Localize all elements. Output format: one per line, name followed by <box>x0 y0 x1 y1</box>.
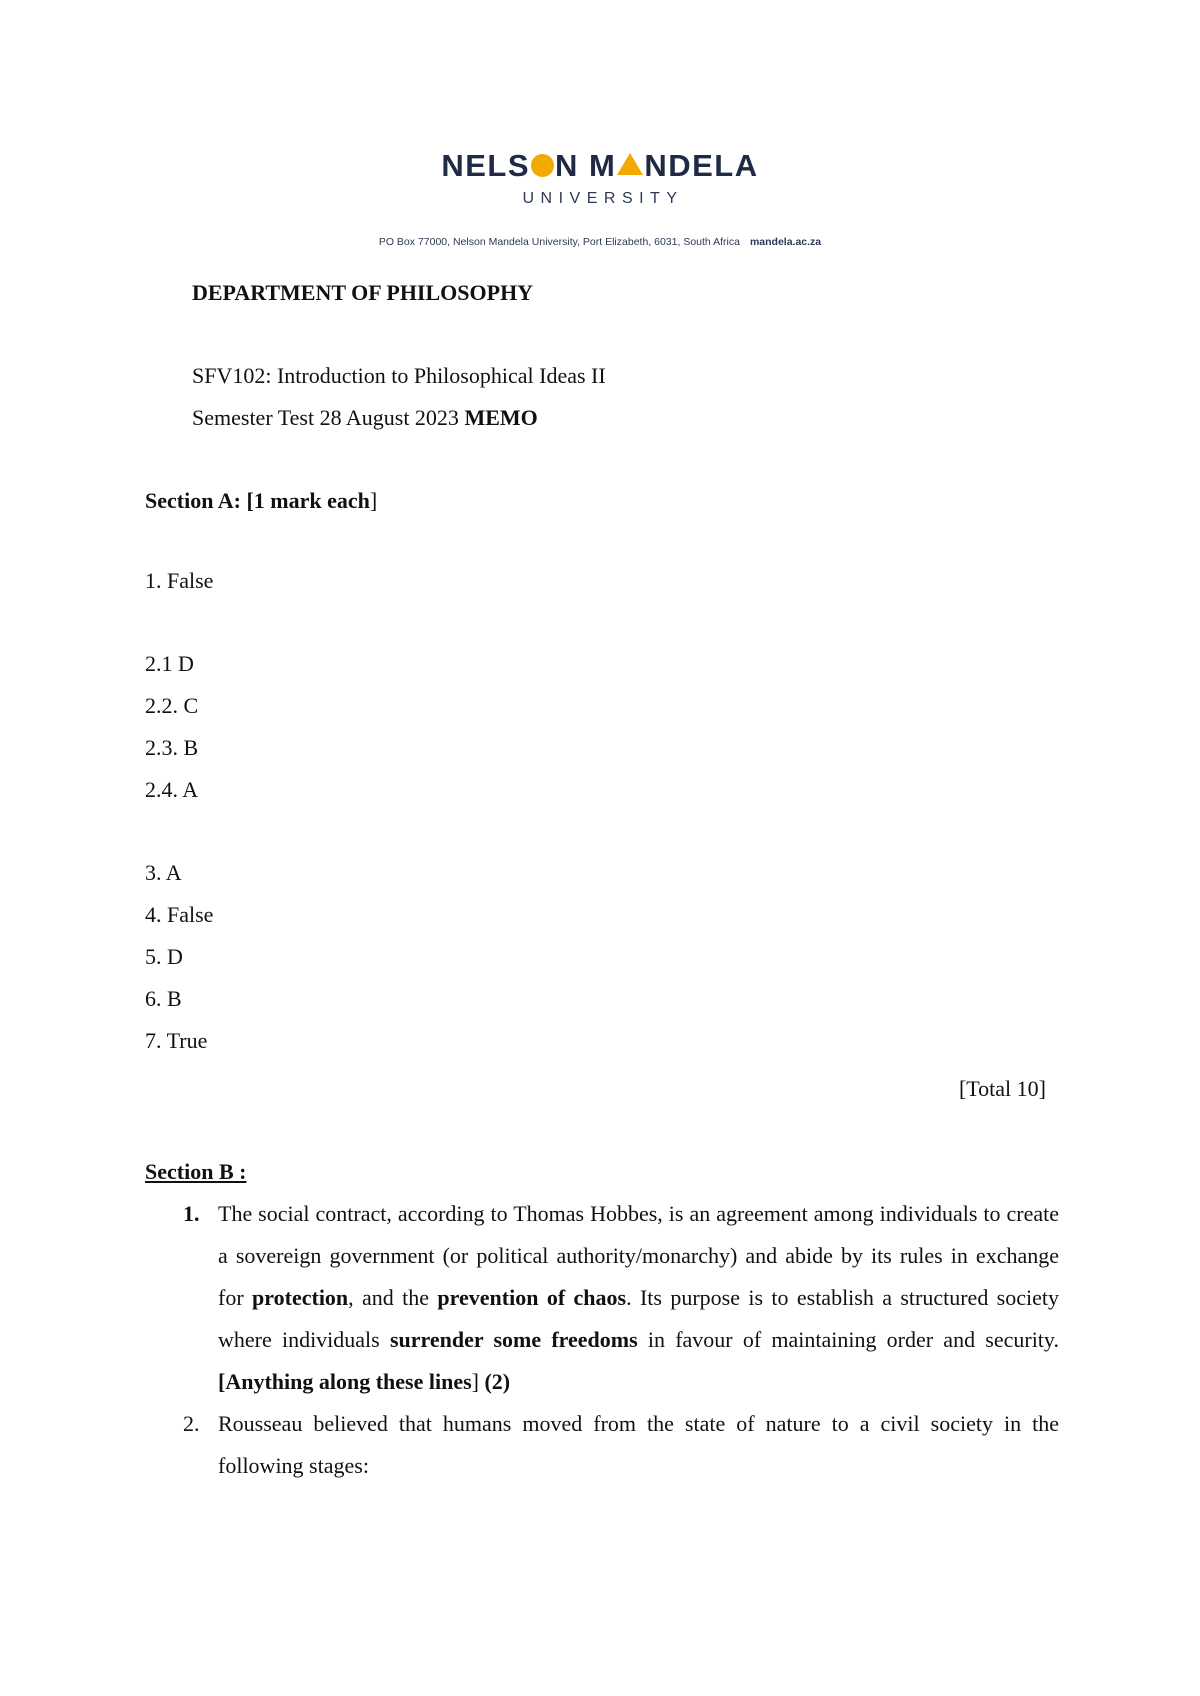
university-logo <box>0 148 1200 208</box>
answer-item: 2.1 D <box>145 651 194 676</box>
logo-subtitle: UNIVERSITY <box>522 190 684 207</box>
question-1-answer: The social contract, according to Thomas Hobbes, is an agreement among individuals to create a sovereign government (or political authority/monarchy) and abide by its rules in exchange for protection, and the prevention of chaos. Its purpose is to establish a structured society where individuals surrender some freedoms in favour of maintaining order and security. [Anything along these lines] (2) <box>218 1201 1059 1394</box>
letterhead-address <box>0 236 1200 248</box>
logo-triangle-icon <box>617 153 643 175</box>
course-title: SFV102: Introduction to Philosophical Ideas II <box>192 363 606 388</box>
answer-item: 1. False <box>145 568 214 593</box>
logo-wordmark: NELS N M NDELA <box>441 148 759 183</box>
answer-item: 7. True <box>145 1028 208 1053</box>
question-number: 1. <box>183 1201 200 1226</box>
answer-item: 2.2. C <box>145 693 199 718</box>
website-text: mandela.ac.za <box>749 236 822 248</box>
logo-sun-icon <box>531 154 554 177</box>
answer-item: 3. A <box>145 860 182 885</box>
section-a-heading: Section A: [1 mark each] <box>145 488 378 513</box>
section-b-heading: Section B : <box>145 1159 247 1184</box>
answer-item: 4. False <box>145 902 214 927</box>
question-number: 2. <box>183 1411 200 1436</box>
answer-item: 5. D <box>145 944 183 969</box>
answer-item: 6. B <box>145 986 182 1011</box>
answer-item: 2.3. B <box>145 735 199 760</box>
address-text: PO Box 77000, Nelson Mandela University, Port Elizabeth, 6031, South Africa <box>378 236 740 248</box>
question-2-answer: Rousseau believed that humans moved from the state of nature to a civil society in the following stages: <box>218 1411 1059 1478</box>
department-title: DEPARTMENT OF PHILOSOPHY <box>192 280 534 305</box>
answer-item: 2.4. A <box>145 777 199 802</box>
test-title: Semester Test 28 August 2023 MEMO <box>192 405 538 430</box>
section-a-total: [Total 10] <box>958 1076 1046 1101</box>
